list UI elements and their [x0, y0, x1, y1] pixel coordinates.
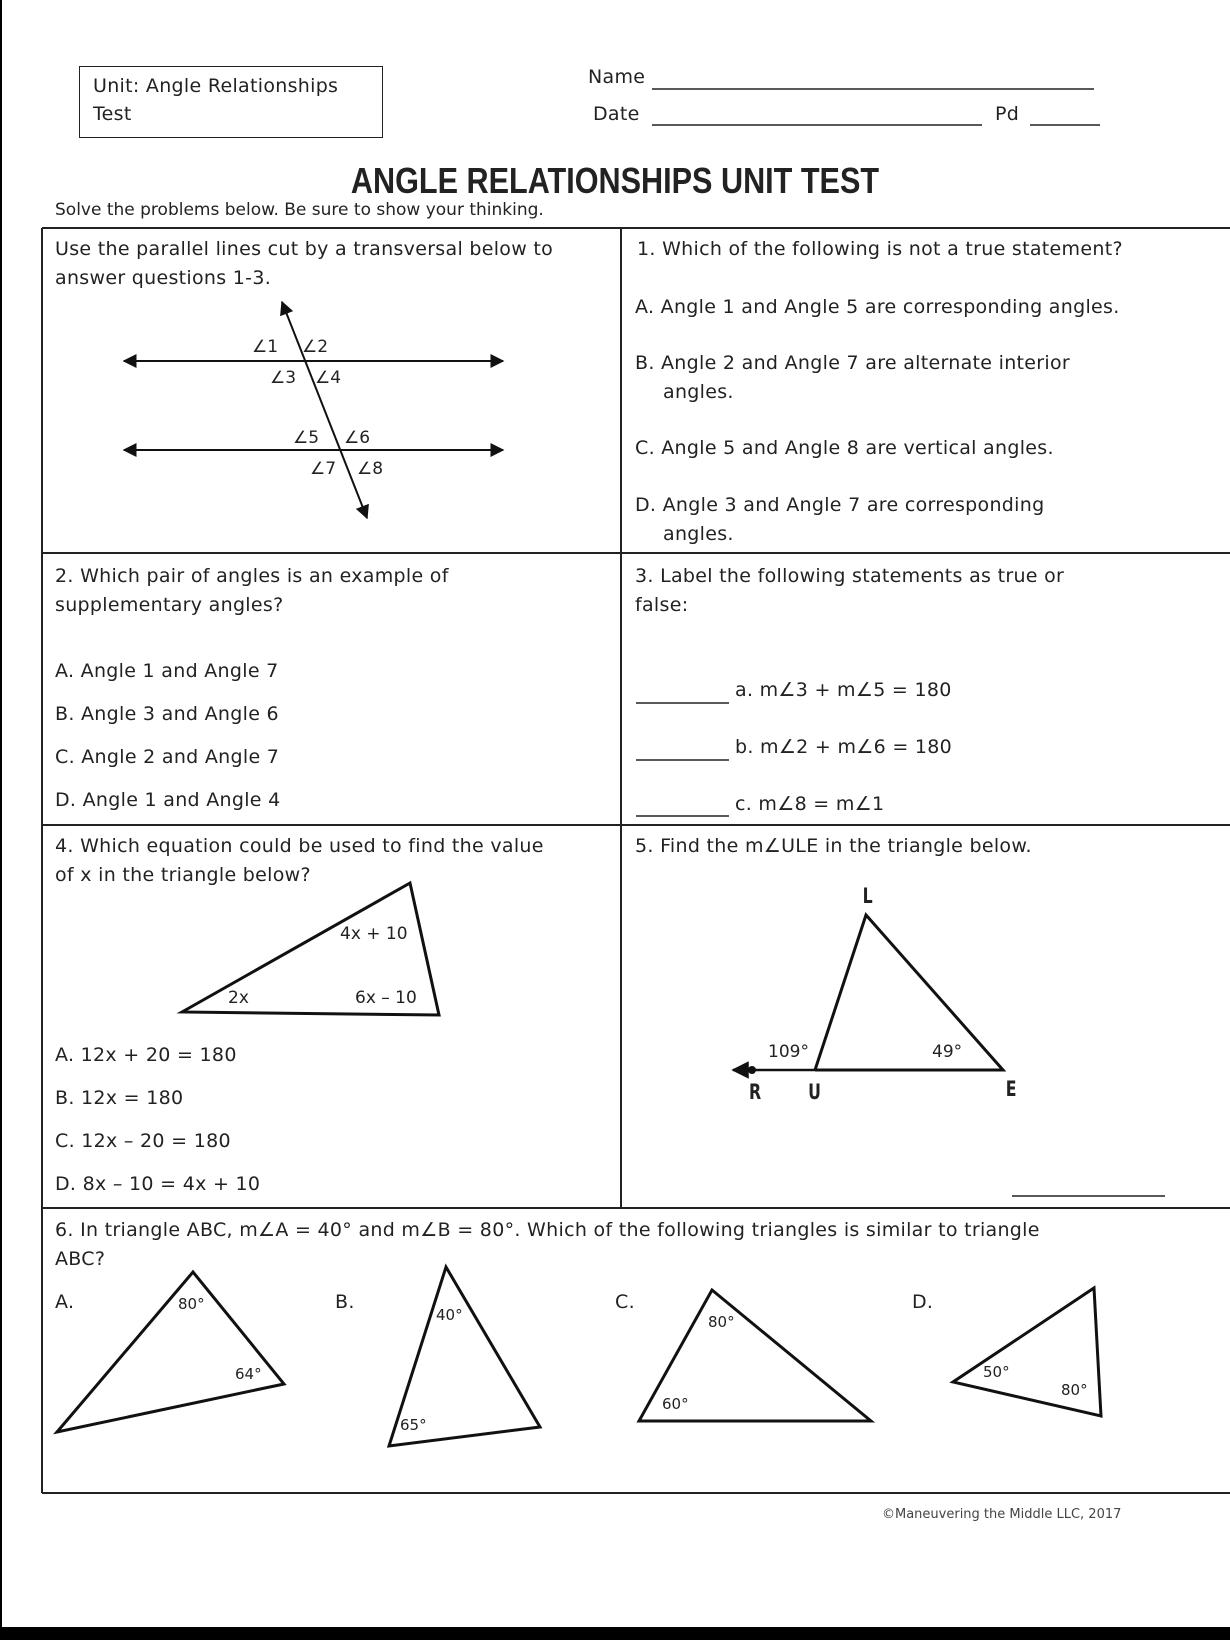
- q4-option-c: C. 12x – 20 = 180: [55, 1130, 231, 1152]
- q6-triangle-a: [57, 1272, 284, 1432]
- q6-option-a-label: A.: [55, 1291, 75, 1313]
- point-r-dot: [748, 1066, 756, 1074]
- q3-statement-b: b. m∠2 + m∠6 = 180: [735, 736, 953, 758]
- angle-4-label: ∠4: [315, 368, 342, 388]
- q6-question-line2: ABC?: [55, 1248, 106, 1270]
- q5-triangle: [815, 915, 1003, 1070]
- angle-1-label: ∠1: [252, 337, 279, 357]
- q5-angle-109: 109°: [768, 1042, 809, 1062]
- angle-3-label: ∠3: [270, 368, 297, 388]
- q6-option-b-label: B.: [335, 1291, 355, 1313]
- q4-angle-top: 4x + 10: [340, 924, 408, 944]
- q6-b-angle-1: 40°: [436, 1306, 463, 1324]
- angle-8-label: ∠8: [357, 459, 384, 479]
- q6-option-d-label: D.: [912, 1291, 934, 1313]
- q4-angle-left: 2x: [228, 988, 249, 1008]
- q2-question-line1: 2. Which pair of angles is an example of: [55, 565, 449, 587]
- q6-d-angle-2: 80°: [1061, 1381, 1088, 1399]
- q6-option-c-label: C.: [615, 1291, 635, 1313]
- q4-option-d: D. 8x – 10 = 4x + 10: [55, 1173, 261, 1195]
- point-e-label: E: [1005, 1077, 1017, 1101]
- angle-7-label: ∠7: [310, 459, 337, 479]
- q3-question-line2: false:: [635, 594, 689, 616]
- q2-option-b: B. Angle 3 and Angle 6: [55, 703, 279, 725]
- q1-question: 1. Which of the following is not a true statement?: [637, 238, 1123, 260]
- name-label: Name: [588, 66, 646, 88]
- copyright-footer: ©Maneuvering the Middle LLC, 2017: [882, 1507, 1122, 1522]
- q1-option-d-cont: angles.: [663, 523, 734, 545]
- q6-b-angle-2: 65°: [400, 1416, 427, 1434]
- pd-label: Pd: [995, 103, 1020, 125]
- q2-question-line2: supplementary angles?: [55, 594, 284, 616]
- parallel-lines-diagram: [124, 302, 503, 518]
- q1-option-c: C. Angle 5 and Angle 8 are vertical angles.: [635, 437, 1054, 459]
- q4-option-a: A. 12x + 20 = 180: [55, 1044, 237, 1066]
- q3-statement-c: c. m∠8 = m∠1: [735, 793, 885, 815]
- q1-option-d: D. Angle 3 and Angle 7 are corresponding: [635, 494, 1045, 516]
- date-label: Date: [593, 103, 640, 125]
- q4-question-line1: 4. Which equation could be used to find the value: [55, 835, 544, 857]
- q6-question-line1: 6. In triangle ABC, m∠A = 40° and m∠B = 80°. Which of the following triangles is similar to triangle: [55, 1219, 1040, 1241]
- q4-question-line2: of x in the triangle below?: [55, 864, 311, 886]
- q2-option-a: A. Angle 1 and Angle 7: [55, 660, 279, 682]
- q5-angle-49: 49°: [932, 1042, 963, 1062]
- diagram-intro-line1: Use the parallel lines cut by a transversal below to: [55, 238, 554, 260]
- q2-option-c: C. Angle 2 and Angle 7: [55, 746, 280, 768]
- unit-test-label: Test: [93, 103, 132, 125]
- q2-option-d: D. Angle 1 and Angle 4: [55, 789, 281, 811]
- angle-6-label: ∠6: [344, 428, 371, 448]
- q6-d-angle-1: 50°: [983, 1363, 1010, 1381]
- q5-question: 5. Find the m∠ULE in the triangle below.: [635, 835, 1032, 857]
- q6-c-angle-1: 80°: [708, 1313, 735, 1331]
- q4-angle-right: 6x – 10: [355, 988, 417, 1008]
- instructions: Solve the problems below. Be sure to show your thinking.: [55, 200, 544, 220]
- q6-a-angle-2: 64°: [235, 1365, 262, 1383]
- q1-option-a: A. Angle 1 and Angle 5 are corresponding angles.: [635, 296, 1120, 318]
- page-title: ANGLE RELATIONSHIPS UNIT TEST: [350, 160, 880, 201]
- q1-option-b-cont: angles.: [663, 381, 734, 403]
- q6-c-angle-2: 60°: [662, 1395, 689, 1413]
- point-l-label: L: [862, 884, 873, 908]
- angle-2-label: ∠2: [302, 337, 329, 357]
- angle-5-label: ∠5: [293, 428, 320, 448]
- point-r-label: R: [749, 1080, 762, 1104]
- q4-option-b: B. 12x = 180: [55, 1087, 184, 1109]
- unit-label: Unit: Angle Relationships: [93, 75, 339, 97]
- point-u-label: U: [808, 1080, 821, 1104]
- diagram-intro-line2: answer questions 1-3.: [55, 267, 272, 289]
- q3-statement-a: a. m∠3 + m∠5 = 180: [735, 679, 952, 701]
- q1-option-b: B. Angle 2 and Angle 7 are alternate interior: [635, 352, 1071, 374]
- q6-a-angle-1: 80°: [178, 1295, 205, 1313]
- q3-question-line1: 3. Label the following statements as true or: [635, 565, 1065, 587]
